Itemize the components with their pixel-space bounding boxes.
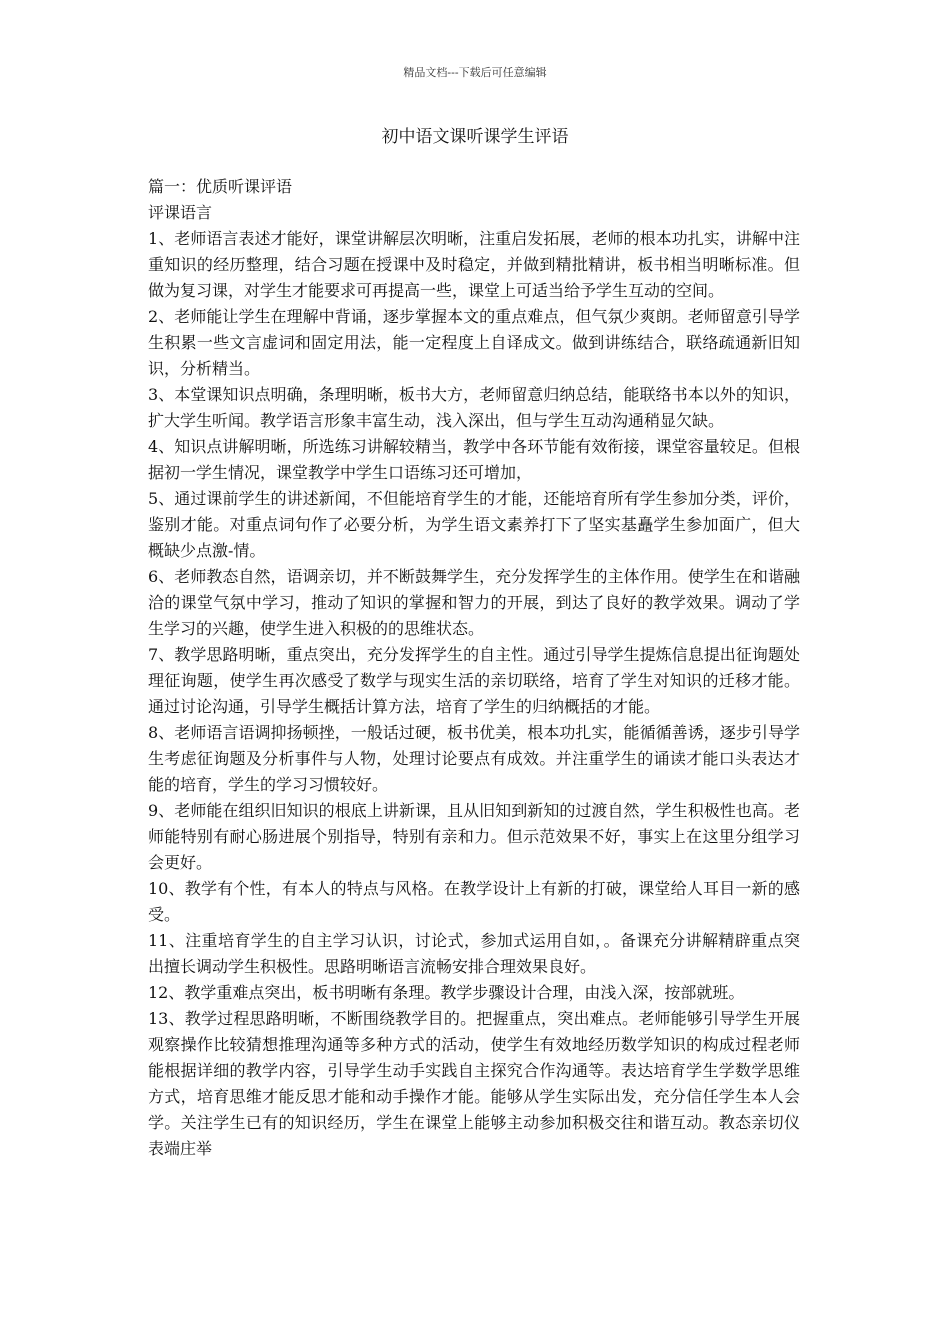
sub-heading: 评课语言 [148, 203, 213, 222]
paragraph-13: 13、教学过程思路明晰，不断围绕教学目的。把握重点，突出难点。老师能够引导学生开展观察操作比较猜想推理沟通等多种方式的活动，使学生有效地经历数学知识的构成过程老师能根据详细的教学内容，引导学生动手实践自主探究合作沟通等。表达培育学生学数学思维方式，培育思维才能反思才能和动手操作才能。能够从学生实际出发，充分信任学生本人会学。关注学生已有的知识经历，学生在课堂上能够主动参加积极交往和谐互动。教态亲切仪表端庄举 [148, 1009, 800, 1158]
header-note: 精品文档---下载后可任意编辑 [403, 66, 547, 79]
paragraph-2: 2、老师能让学生在理解中背诵，逐步掌握本文的重点难点，但气氛少爽朗。老师留意引导学生积累一些文言虚词和固定用法，能一定程度上自译成文。做到讲练结合，联络疏通新旧知识，分析精当。 [148, 307, 800, 378]
paragraph-11: 11、注重培育学生的自主学习认识，讨论式，参加式运用自如，。备课充分讲解精辟重点突出擅长调动学生积极性。思路明晰语言流畅安排合理效果良好。 [148, 931, 800, 976]
paragraph-4: 4、知识点讲解明晰，所选练习讲解较精当，教学中各环节能有效衔接，课堂容量较足。但根据初一学生情况，课堂教学中学生口语练习还可增加， [148, 437, 800, 482]
paragraph-8: 8、老师语言语调抑扬顿挫，一般话过硬，板书优美，根本功扎实，能循循善诱，逐步引导学生考虑征询题及分析事件与人物，处理讨论要点有成效。并注重学生的诵读才能口头表达才能的培育，学生的学习习惯较好。 [148, 723, 800, 794]
paragraph-5: 5、通过课前学生的讲述新闻，不但能培育学生的才能，还能培育所有学生参加分类，评价，鉴别才能。对重点词句作了必要分析，为学生语文素养打下了坚实基矗学生参加面广，但大概缺少点激-情。 [148, 489, 800, 560]
paragraph-12: 12、教学重难点突出，板书明晰有条理。教学步骤设计合理，由浅入深，按部就班。 [148, 983, 745, 1002]
paragraph-6: 6、老师教态自然，语调亲切，并不断鼓舞学生，充分发挥学生的主体作用。使学生在和谐融洽的课堂气氛中学习，推动了知识的掌握和智力的开展，到达了良好的教学效果。调动了学生学习的兴趣，使学生进入积极的的思维状态。 [148, 567, 800, 638]
paragraph-10: 10、教学有个性，有本人的特点与风格。在教学设计上有新的打破，课堂给人耳目一新的感受。 [148, 879, 800, 924]
document-body [148, 174, 800, 1162]
paragraph-7: 7、教学思路明晰，重点突出，充分发挥学生的自主性。通过引导学生提炼信息提出征询题处理征询题，使学生再次感受了数学与现实生活的亲切联络，培育了学生对知识的迁移才能。通过讨论沟通，引导学生概括计算方法，培育了学生的归纳概括的才能。 [148, 645, 800, 716]
document-title: 初中语文课听课学生评语 [381, 127, 569, 147]
paragraph-1: 1、老师语言表述才能好，课堂讲解层次明晰，注重启发拓展，老师的根本功扎实，讲解中注重知识的经历整理，结合习题在授课中及时稳定，并做到精批精讲，板书相当明晰标准。但做为复习课，对学生才能要求可再提高一些，课堂上可适当给予学生互动的空间。 [148, 229, 800, 300]
section-heading: 篇一：优质听课评语 [148, 177, 293, 196]
paragraph-3: 3、本堂课知识点明确，条理明晰，板书大方，老师留意归纳总结，能联络书本以外的知识，扩大学生听闻。教学语言形象丰富生动，浅入深出，但与学生互动沟通稍显欠缺。 [148, 385, 800, 430]
paragraph-9: 9、老师能在组织旧知识的根底上讲新课，且从旧知到新知的过渡自然，学生积极性也高。老师能特别有耐心肠进展个别指导，特别有亲和力。但示范效果不好，事实上在这里分组学习会更好。 [148, 801, 800, 872]
